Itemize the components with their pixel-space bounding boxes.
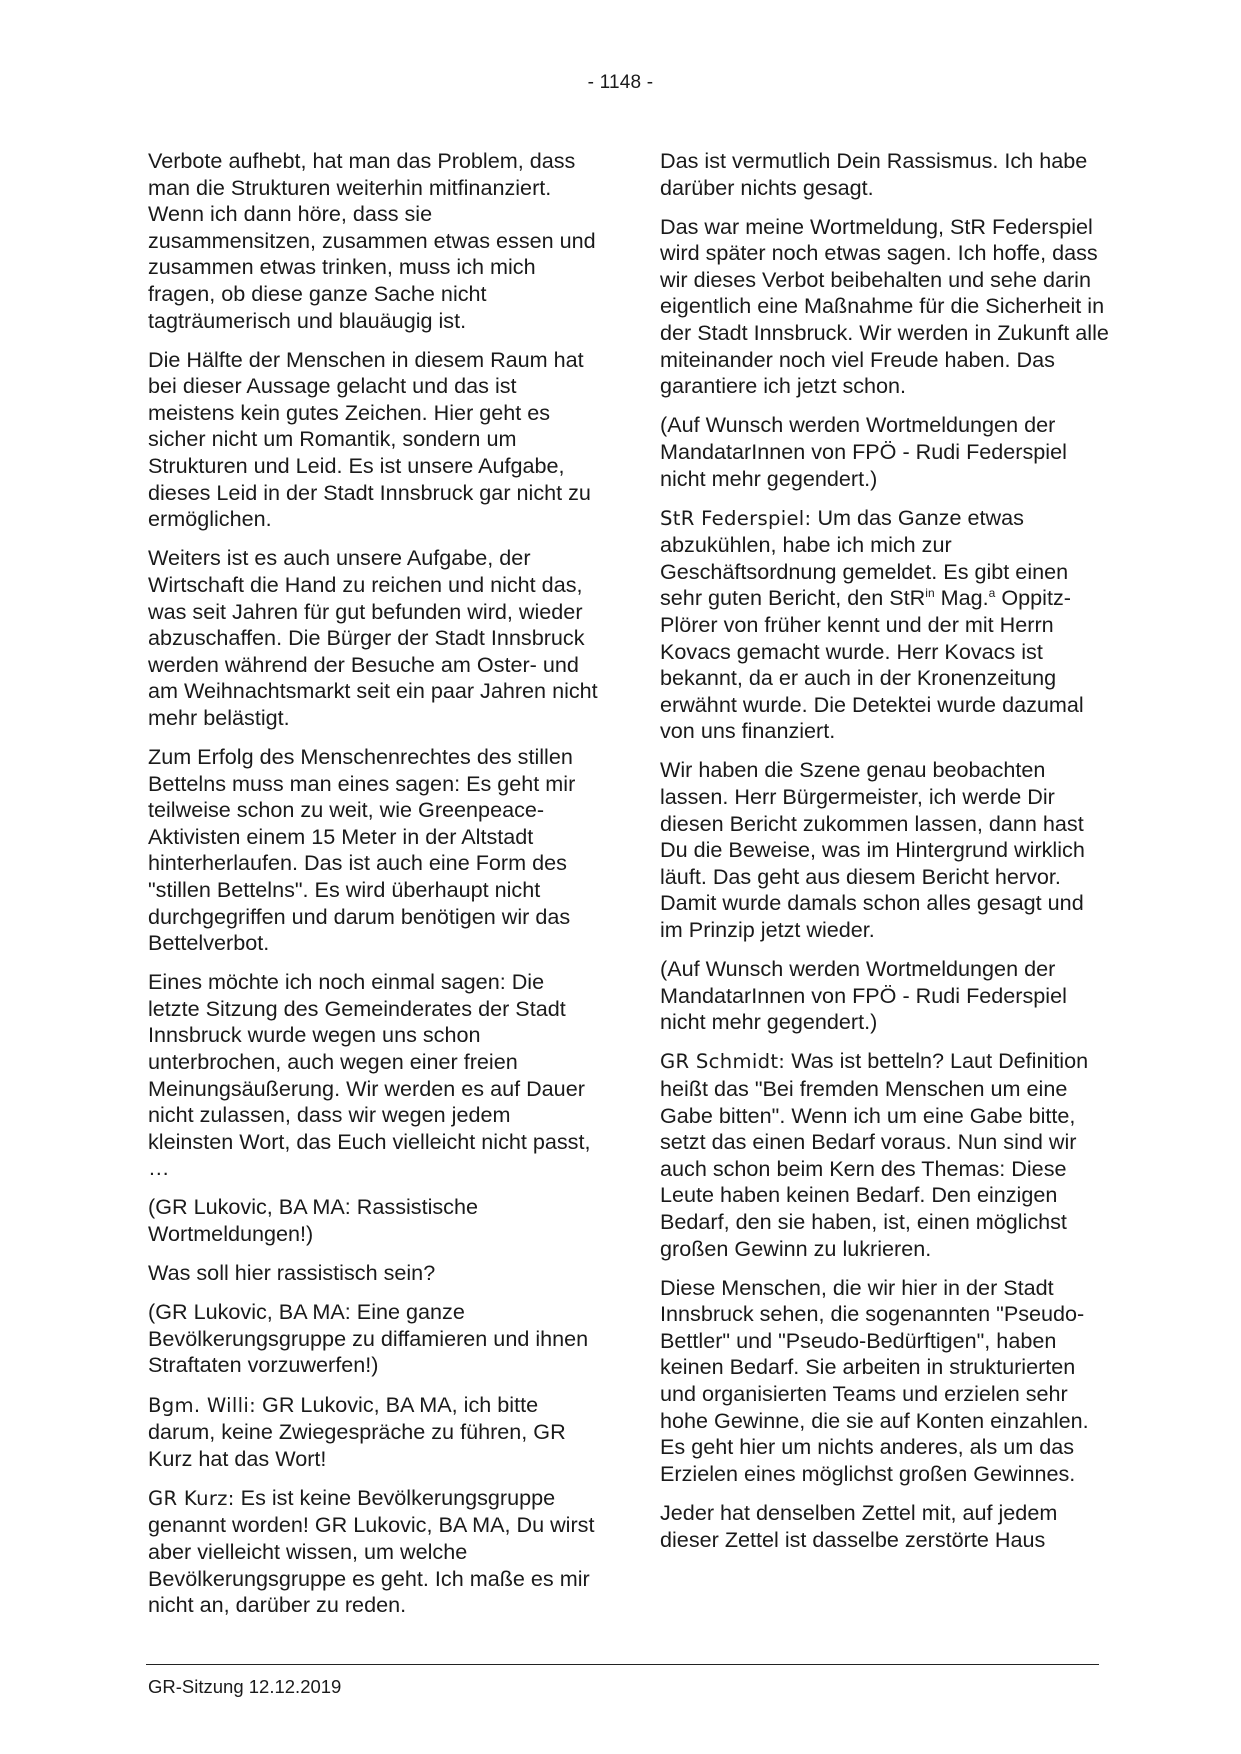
paragraph: Das ist vermutlich Dein Rassismus. Ich habe darüber nichts gesagt.	[660, 148, 1088, 200]
speech-gr-schmidt	[660, 1048, 1112, 1262]
footer-divider	[146, 1664, 1099, 1665]
speech-text: Mag.	[940, 585, 989, 611]
speech-text: Um das Ganze etwas abzukühlen, habe ich mich zur Geschäftsordnung gemeldet. Es gibt einen sehr guten Bericht, den StR	[660, 504, 1069, 611]
speech-text: Was ist betteln? Laut Definition heißt das "Bei fremden Menschen um eine Gabe bitten". Wenn ich um eine Gabe bitte, setzt das einen Bedarf voraus. Nun sind wir auch schon beim Kern des Themas: Diese Leute haben keinen Bedarf. Den einzigen Bedarf, den sie haben, ist, einen möglichst großen Gewinn zu lukrieren.	[660, 1048, 1089, 1261]
page-number: - 1148 -	[587, 72, 654, 93]
left-column	[148, 148, 600, 1631]
speech-text: Es ist keine Bevölkerungsgruppe genannt worden! GR Lukovic, BA MA, Du wirst aber vielleicht wissen, um welche Bevölkerungsgruppe es geht. Ich maße es mir nicht an, darüber zu reden.	[148, 1484, 595, 1618]
interjection: (GR Lukovic, BA MA: Eine ganze Bevölkerungsgruppe zu diffamieren und ihnen Straftaten vorzuwerfen!)	[148, 1299, 589, 1378]
paragraph: Was soll hier rassistisch sein?	[148, 1260, 436, 1286]
speaker-name: GR Kurz:	[148, 1486, 235, 1510]
speech-gr-kurz	[148, 1485, 600, 1619]
speech-bgm-willi	[148, 1392, 600, 1473]
speaker-name: Bgm. Willi:	[148, 1393, 257, 1417]
interjection: (GR Lukovic, BA MA: Rassistische Wortmeldungen!)	[148, 1194, 479, 1247]
superscript: a	[988, 586, 996, 601]
speech-str-federspiel	[660, 505, 1112, 745]
paragraph: Zum Erfolg des Menschenrechtes des stillen Bettelns muss man eines sagen: Es geht mir teilweise schon zu weit, wie Greenpeace-Aktivisten einem 15 Meter in der Altstadt hinterherlaufen. Das ist auch eine Form des "stillen Bettelns". Es wird überhaupt nicht durchgegriffen und darum benötigen wir das Bettelverbot.	[148, 743, 576, 956]
superscript: in	[925, 586, 935, 601]
right-column	[660, 148, 1112, 1566]
paragraph: Jeder hat denselben Zettel mit, auf jedem dieser Zettel ist dasselbe zerstörte Haus	[660, 1499, 1058, 1552]
paragraph: Die Hälfte der Menschen in diesem Raum hat bei dieser Aussage gelacht und das ist meistens kein gutes Zeichen. Hier geht es sicher nicht um Romantik, sondern um Strukturen und Leid. Es ist unsere Aufgabe, dieses Leid in der Stadt Innsbruck gar nicht zu ermöglichen.	[148, 346, 591, 532]
paragraph: Weiters ist es auch unsere Aufgabe, der Wirtschaft die Hand zu reichen und nicht das, was seit Jahren für gut befunden wird, wieder abzuschaffen. Die Bürger der Stadt Innsbruck werden während der Besuche am Oster- und am Weihnachtsmarkt seit ein paar Jahren nicht mehr belästigt.	[148, 545, 598, 730]
paragraph: Diese Menschen, die wir hier in der Stadt Innsbruck sehen, die sogenannten "Pseudo-Bettler" und "Pseudo-Bedürftigen", haben keinen Bedarf. Sie arbeiten in strukturierten und organisierten Teams und erzielen sehr hohe Gewinne, die sie auf Konten einzahlen. Es geht hier um nichts anderes, als um das Erzielen eines möglichst großen Gewinnes.	[660, 1274, 1089, 1486]
speech-text: GR Lukovic, BA MA, ich bitte darum, keine Zwiegespräche zu führen, GR Kurz hat das Wort!	[148, 1391, 566, 1471]
paragraph: Das war meine Wortmeldung, StR Federspiel wird später noch etwas sagen. Ich hoffe, dass wir dieses Verbot beibehalten und sehe darin eigentlich eine Maßnahme für die Sicherheit in der Stadt Innsbruck. Wir werden in Zukunft alle miteinander noch viel Freude haben. Das garantiere ich jetzt schon.	[660, 213, 1109, 399]
speaker-name: StR Federspiel:	[660, 506, 812, 530]
editorial-note: (Auf Wunsch werden Wortmeldungen der MandatarInnen von FPÖ - Rudi Federspiel nicht mehr gegendert.)	[660, 412, 1067, 491]
speech-text: Oppitz-Plörer von früher kennt und der mit Herrn Kovacs gemacht wurde. Herr Kovacs ist bekannt, da er auch in der Kronenzeitung erwähnt wurde. Die Detektei wurde dazumal von uns finanziert.	[660, 585, 1084, 744]
speaker-name: GR Schmidt:	[660, 1050, 786, 1074]
paragraph: Eines möchte ich noch einmal sagen: Die letzte Sitzung des Gemeinderates der Stadt Innsbruck wurde wegen uns schon unterbrochen, auch wegen einer freien Meinungsäußerung. Wir werden es auf Dauer nicht zulassen, dass wir wegen jedem kleinsten Wort, das Euch vielleicht nicht passt, …	[148, 969, 591, 1181]
paragraph: Wir haben die Szene genau beobachten lassen. Herr Bürgermeister, ich werde Dir diesen Bericht zukommen lassen, dann hast Du die Beweise, was im Hintergrund wirklich läuft. Das geht aus diesem Bericht hervor. Damit wurde damals schon alles gesagt und im Prinzip jetzt wieder.	[660, 757, 1085, 943]
footer-session-date: GR-Sitzung 12.12.2019	[148, 1676, 342, 1697]
paragraph: Verbote aufhebt, hat man das Problem, dass man die Strukturen weiterhin mitfinanziert. Wenn ich dann höre, dass sie zusammensitzen, zusammen etwas essen und zusammen etwas trinken, muss ich mich fragen, ob diese ganze Sache nicht tagträumerisch und blauäugig ist.	[148, 148, 596, 333]
editorial-note: (Auf Wunsch werden Wortmeldungen der MandatarInnen von FPÖ - Rudi Federspiel nicht mehr gegendert.)	[660, 956, 1067, 1035]
